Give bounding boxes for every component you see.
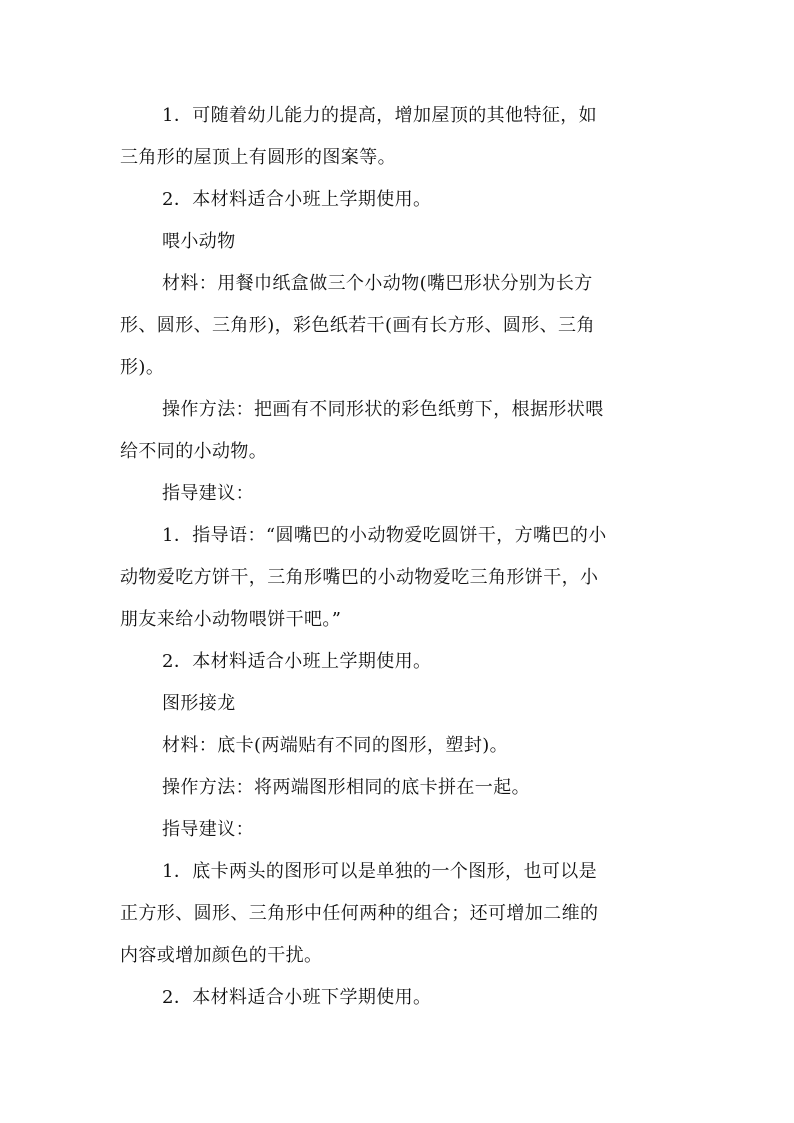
subheading-line: 指导建议：	[162, 819, 254, 840]
paragraph-line: 朋友来给小动物喂饼干吧。”	[120, 609, 342, 630]
paragraph-line: 2．本材料适合小班上学期使用。	[162, 189, 432, 210]
paragraph-line: 动物爱吃方饼干，三角形嘴巴的小动物爱吃三角形饼干，小	[120, 567, 599, 588]
paragraph-line: 内容或增加颜色的干扰。	[120, 945, 323, 966]
section-heading: 喂小动物	[162, 231, 236, 252]
paragraph-line: 1．底卡两头的图形可以是单独的一个图形，也可以是	[162, 861, 598, 882]
paragraph-line: 1．指导语：“圆嘴巴的小动物爱吃圆饼干，方嘴巴的小	[162, 525, 607, 546]
paragraph-line: 1．可随着幼儿能力的提高，增加屋顶的其他特征，如	[162, 105, 598, 126]
paragraph-line: 2．本材料适合小班下学期使用。	[162, 987, 432, 1008]
paragraph-line: 操作方法：将两端图形相同的底卡拼在一起。	[162, 777, 530, 798]
paragraph-line: 材料：用餐巾纸盒做三个小动物(嘴巴形状分别为长方	[162, 273, 593, 294]
section-heading: 图形接龙	[162, 693, 236, 714]
paragraph-line: 形)。	[120, 357, 165, 378]
subheading-line: 指导建议：	[162, 483, 254, 504]
paragraph-line: 形、圆形、三角形)，彩色纸若干(画有长方形、圆形、三角	[120, 315, 595, 336]
paragraph-line: 2．本材料适合小班上学期使用。	[162, 651, 432, 672]
paragraph-line: 材料：底卡(两端贴有不同的图形，塑封)。	[162, 735, 509, 756]
paragraph-line: 给不同的小动物。	[120, 441, 268, 462]
paragraph-line: 三角形的屋顶上有圆形的图案等。	[120, 147, 396, 168]
paragraph-line: 正方形、圆形、三角形中任何两种的组合；还可增加二维的	[120, 903, 599, 924]
paragraph-line: 操作方法：把画有不同形状的彩色纸剪下，根据形状喂	[162, 399, 604, 420]
